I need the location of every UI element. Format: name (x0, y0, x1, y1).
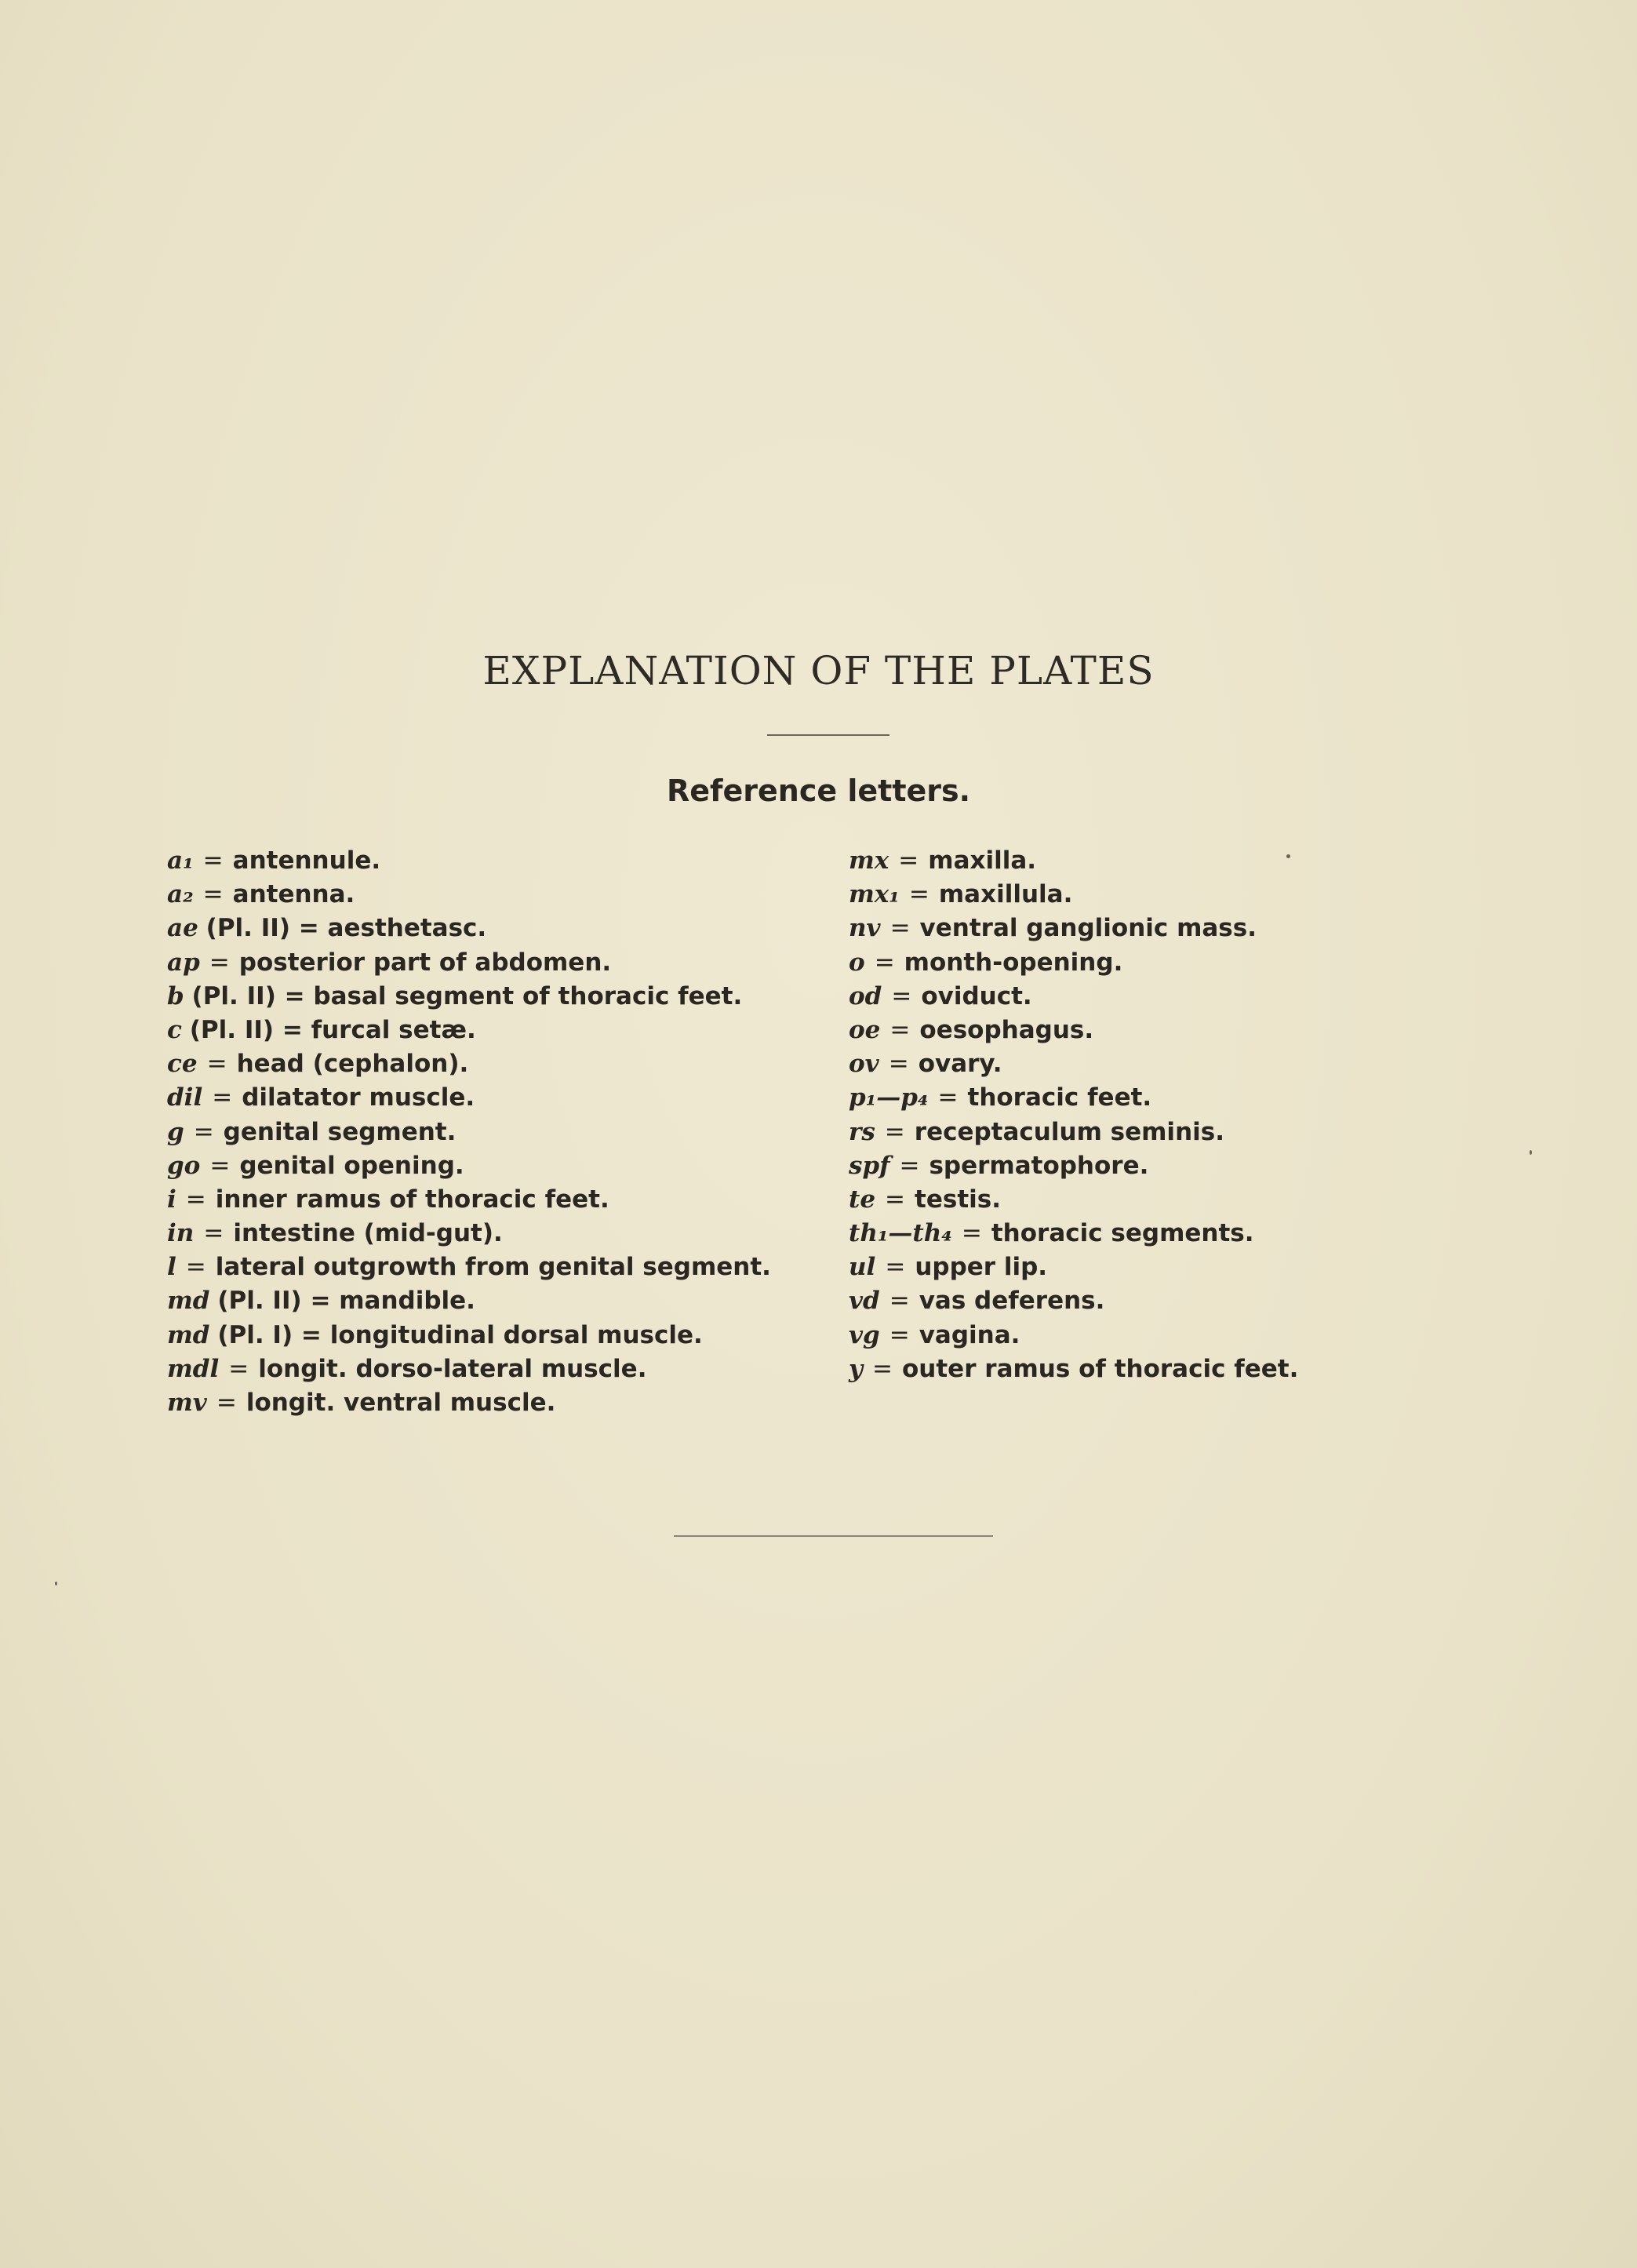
list-item (167, 980, 771, 1014)
list-item: y = outer ramus of thoracic feet. (849, 1354, 1299, 1383)
list-item (167, 912, 771, 945)
reference-symbol: oe (849, 1015, 881, 1044)
reference-definition: (Pl. I) = longitudinal dorsal muscle. (217, 1320, 703, 1349)
list-item: mdl = longit. dorso-lateral muscle. (167, 1354, 647, 1383)
list-item: ap = posterior part of abdomen. (167, 948, 612, 977)
reference-symbol: ul (849, 1253, 876, 1282)
list-item: rs = receptaculum seminis. (849, 1117, 1224, 1146)
reference-symbol: dil (167, 1083, 203, 1112)
reference-symbol: nv (849, 914, 881, 943)
reference-symbol: g (167, 1117, 184, 1146)
reference-definition: oesophagus. (919, 1015, 1094, 1044)
paper-speck (1286, 854, 1290, 858)
reference-symbol: c (167, 1015, 182, 1044)
reference-definition: vas deferens. (919, 1287, 1105, 1316)
reference-definition: longit. dorso-lateral muscle. (258, 1354, 647, 1383)
reference-symbol: go (167, 1151, 201, 1180)
reference-symbol: ce (167, 1050, 198, 1079)
reference-definition: (Pl. II) = aesthetasc. (206, 914, 487, 943)
list-item: od = oviduct. (849, 981, 1032, 1010)
reference-symbol: a₁ (167, 846, 194, 875)
reference-definition: inner ramus of thoracic feet. (215, 1185, 609, 1214)
reference-definition: dilatator muscle. (242, 1083, 475, 1112)
reference-symbol: od (849, 981, 882, 1010)
reference-symbol: ae (167, 914, 198, 943)
reference-definition: receptaculum seminis. (914, 1117, 1224, 1146)
list-item: mx₁ = maxillula. (849, 880, 1073, 909)
reference-symbol: l (167, 1253, 176, 1282)
list-item: l = lateral outgrowth from genital segment. (167, 1253, 771, 1282)
reference-symbol: spf (849, 1151, 890, 1180)
list-item (167, 1284, 771, 1318)
reference-definition: genital opening. (239, 1151, 464, 1180)
reference-definition: head (cephalon). (236, 1050, 469, 1079)
reference-symbol: o (849, 948, 865, 977)
left-reference-list (167, 844, 771, 1420)
list-item: oe = oesophagus. (849, 1015, 1094, 1044)
reference-symbol: i (167, 1185, 176, 1214)
reference-symbol: in (167, 1219, 195, 1248)
list-item: mv = longit. ventral muscle. (167, 1389, 556, 1417)
reference-symbol: rs (849, 1117, 875, 1146)
reference-definition: maxilla. (928, 846, 1037, 875)
reference-symbol: th₁—th₄ (849, 1219, 952, 1248)
paper-speck (1530, 1150, 1532, 1155)
list-item: nv = ventral ganglionic mass. (849, 914, 1257, 943)
reference-definition: longit. ventral muscle. (246, 1389, 556, 1417)
reference-definition: thoracic segments. (991, 1219, 1254, 1248)
reference-definition: spermatophore. (929, 1151, 1149, 1180)
list-item (167, 1319, 771, 1352)
list-item: ul = upper lip. (849, 1253, 1048, 1282)
page-title: EXPLANATION OF THE PLATES (482, 648, 1155, 694)
list-item: mx = maxilla. (849, 846, 1037, 875)
right-reference-list (849, 844, 1298, 1386)
reference-definition: thoracic feet. (967, 1083, 1152, 1112)
reference-symbol: a₂ (167, 880, 194, 909)
reference-definition: oviduct. (921, 981, 1032, 1010)
list-item: vg = vagina. (849, 1320, 1020, 1349)
paper-speck (55, 1582, 57, 1585)
reference-definition: lateral outgrowth from genital segment. (215, 1253, 771, 1282)
list-item: vd = vas deferens. (849, 1287, 1105, 1316)
list-item: i = inner ramus of thoracic feet. (167, 1185, 609, 1214)
reference-definition: outer ramus of thoracic feet. (902, 1354, 1299, 1383)
reference-definition: antennule. (232, 846, 381, 875)
reference-symbol: mv (167, 1389, 207, 1417)
reference-definition: maxillula. (938, 880, 1073, 909)
list-item: dil = dilatator muscle. (167, 1083, 475, 1112)
reference-symbol: vd (849, 1287, 880, 1316)
list-item: ov = ovary. (849, 1050, 1002, 1079)
reference-definition: vagina. (919, 1320, 1020, 1349)
list-item: o = month-opening. (849, 948, 1123, 977)
reference-definition: (Pl. II) = mandible. (217, 1287, 475, 1316)
reference-symbol: ov (849, 1050, 879, 1079)
reference-definition: ovary. (918, 1050, 1002, 1079)
reference-definition: (Pl. II) = furcal setæ. (189, 1015, 476, 1044)
reference-symbol: mx (849, 846, 889, 875)
reference-definition: month-opening. (904, 948, 1123, 977)
list-item: a₁ = antennule. (167, 846, 381, 875)
list-item: go = genital opening. (167, 1151, 464, 1180)
list-item: ce = head (cephalon). (167, 1050, 469, 1079)
section-subtitle: Reference letters. (666, 774, 971, 808)
list-item: p₁—p₄ = thoracic feet. (849, 1083, 1152, 1112)
title-divider (767, 734, 889, 736)
reference-symbol: te (849, 1185, 876, 1214)
reference-symbol: y (849, 1354, 864, 1383)
closing-divider (674, 1535, 993, 1537)
list-item (167, 1014, 771, 1047)
list-item: th₁—th₄ = thoracic segments. (849, 1219, 1254, 1248)
reference-definition: intestine (mid-gut). (233, 1219, 503, 1248)
reference-definition: testis. (915, 1185, 1001, 1214)
list-item: spf = spermatophore. (849, 1151, 1149, 1180)
reference-symbol: md (167, 1320, 210, 1349)
list-item: a₂ = antenna. (167, 880, 355, 909)
reference-symbol: vg (849, 1320, 880, 1349)
reference-definition: posterior part of abdomen. (238, 948, 612, 977)
reference-symbol: mx₁ (849, 880, 900, 909)
list-item: in = intestine (mid-gut). (167, 1219, 503, 1248)
reference-symbol: ap (167, 948, 200, 977)
reference-definition: antenna. (232, 880, 355, 909)
reference-definition: genital segment. (223, 1117, 457, 1146)
reference-definition: (Pl. II) = basal segment of thoracic feet. (191, 981, 743, 1010)
list-item: g = genital segment. (167, 1117, 457, 1146)
reference-symbol: b (167, 981, 184, 1010)
list-item: te = testis. (849, 1185, 1001, 1214)
reference-definition: ventral ganglionic mass. (919, 914, 1257, 943)
reference-symbol: mdl (167, 1354, 220, 1383)
reference-definition: upper lip. (915, 1253, 1048, 1282)
reference-symbol: md (167, 1287, 210, 1316)
reference-symbol: p₁—p₄ (849, 1083, 929, 1112)
